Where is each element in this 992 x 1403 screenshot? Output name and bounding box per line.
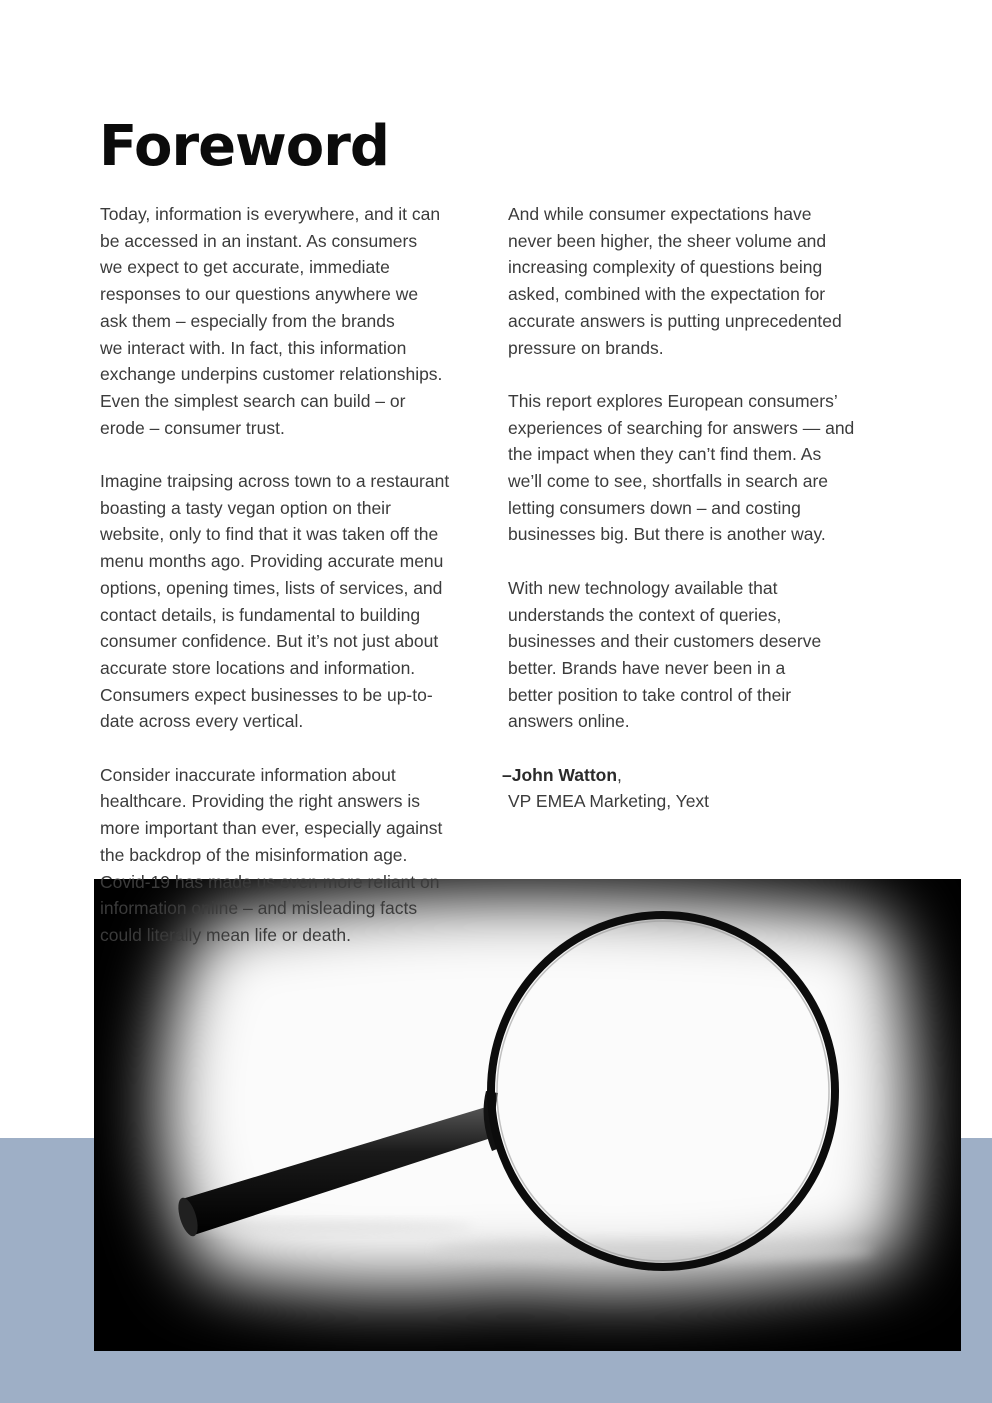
body-text-line: experiences of searching for answers — and [508,417,855,438]
body-text-line: Imagine traipsing across town to a restaurant [100,471,450,492]
body-text-line: contact details, is fundamental to building [100,604,421,625]
body-text-line: erode – consumer trust. [100,417,285,438]
body-text-line: information online – and misleading facts [100,898,418,919]
body-text-line: more important than ever, especially against [100,818,443,839]
paragraph-gap [508,735,898,762]
paragraph-gap [508,361,898,388]
body-text-line: This report explores European consumers’ [508,390,838,411]
body-text-line: options, opening times, lists of services, and [100,577,443,598]
right-text-column [502,201,898,815]
signature-line [502,762,898,789]
left-text-column [100,201,492,949]
body-text-line: Consider inaccurate information about [100,764,396,785]
body-text-line: ask them – especially from the brands [100,310,395,331]
body-text-line: asked, combined with the expectation for [508,284,826,305]
body-text-line: healthcare. Providing the right answers is [100,791,421,812]
body-text-line: understands the context of queries, [508,604,782,625]
body-text-line: better position to take control of their [508,684,792,705]
body-text-line: pressure on brands. [508,337,664,358]
body-text-line: be accessed in an instant. As consumers [100,230,418,251]
signature-role: VP EMEA Marketing, Yext [508,791,710,812]
body-text-line: answers online. [508,711,630,732]
body-text-line: With new technology available that [508,577,778,598]
paragraph-gap [100,735,492,762]
body-text-line: And while consumer expectations have [508,204,812,224]
body-text-line: the impact when they can’t find them. As [508,444,822,465]
body-text-line: increasing complexity of questions being [508,257,823,278]
body-text-line: accurate store locations and information. [100,657,416,678]
body-text-line: exchange underpins customer relationships. [100,364,443,385]
body-text-line: we interact with. In fact, this information [100,337,407,358]
body-text-line: date across every vertical. [100,711,304,732]
body-text-line: we expect to get accurate, immediate [100,257,390,278]
body-text-line: boasting a tasty vegan option on their [100,497,391,518]
body-text-line: responses to our questions anywhere we [100,284,419,305]
body-text-line: letting consumers down – and costing [508,497,801,518]
body-text-line: consumer confidence. But it’s not just about [100,631,439,652]
body-text-line: website, only to find that it was taken off the [100,524,439,545]
signature-name: John Watton [511,764,618,785]
signature-comma: , [617,764,622,785]
body-text-line: accurate answers is putting unprecedented [508,310,842,331]
body-text-line: Even the simplest search can build – or [100,390,406,411]
body-text-line: Covid-19 has made us even more reliant on [100,871,440,892]
body-text-line: the backdrop of the misinformation age. [100,844,408,865]
body-text-line: we’ll come to see, shortfalls in search are [508,471,828,492]
signature-dash: – [502,764,512,785]
body-text-line: could literally mean life or death. [100,924,351,945]
paragraph-gap [100,441,492,468]
body-text-line: Consumers expect businesses to be up-to- [100,684,433,705]
body-text-line: better. Brands have never been in a [508,657,786,678]
body-text-line: businesses big. But there is another way. [508,524,826,545]
body-text-line: Today, information is everywhere, and it can [100,204,441,224]
paragraph-gap [508,548,898,575]
page-title: Foreword [99,114,389,179]
body-text-line: never been higher, the sheer volume and [508,230,827,251]
body-text-line: businesses and their customers deserve [508,631,822,652]
magnifying-glass-photo [94,879,961,1351]
body-text-line: menu months ago. Providing accurate menu [100,551,444,572]
